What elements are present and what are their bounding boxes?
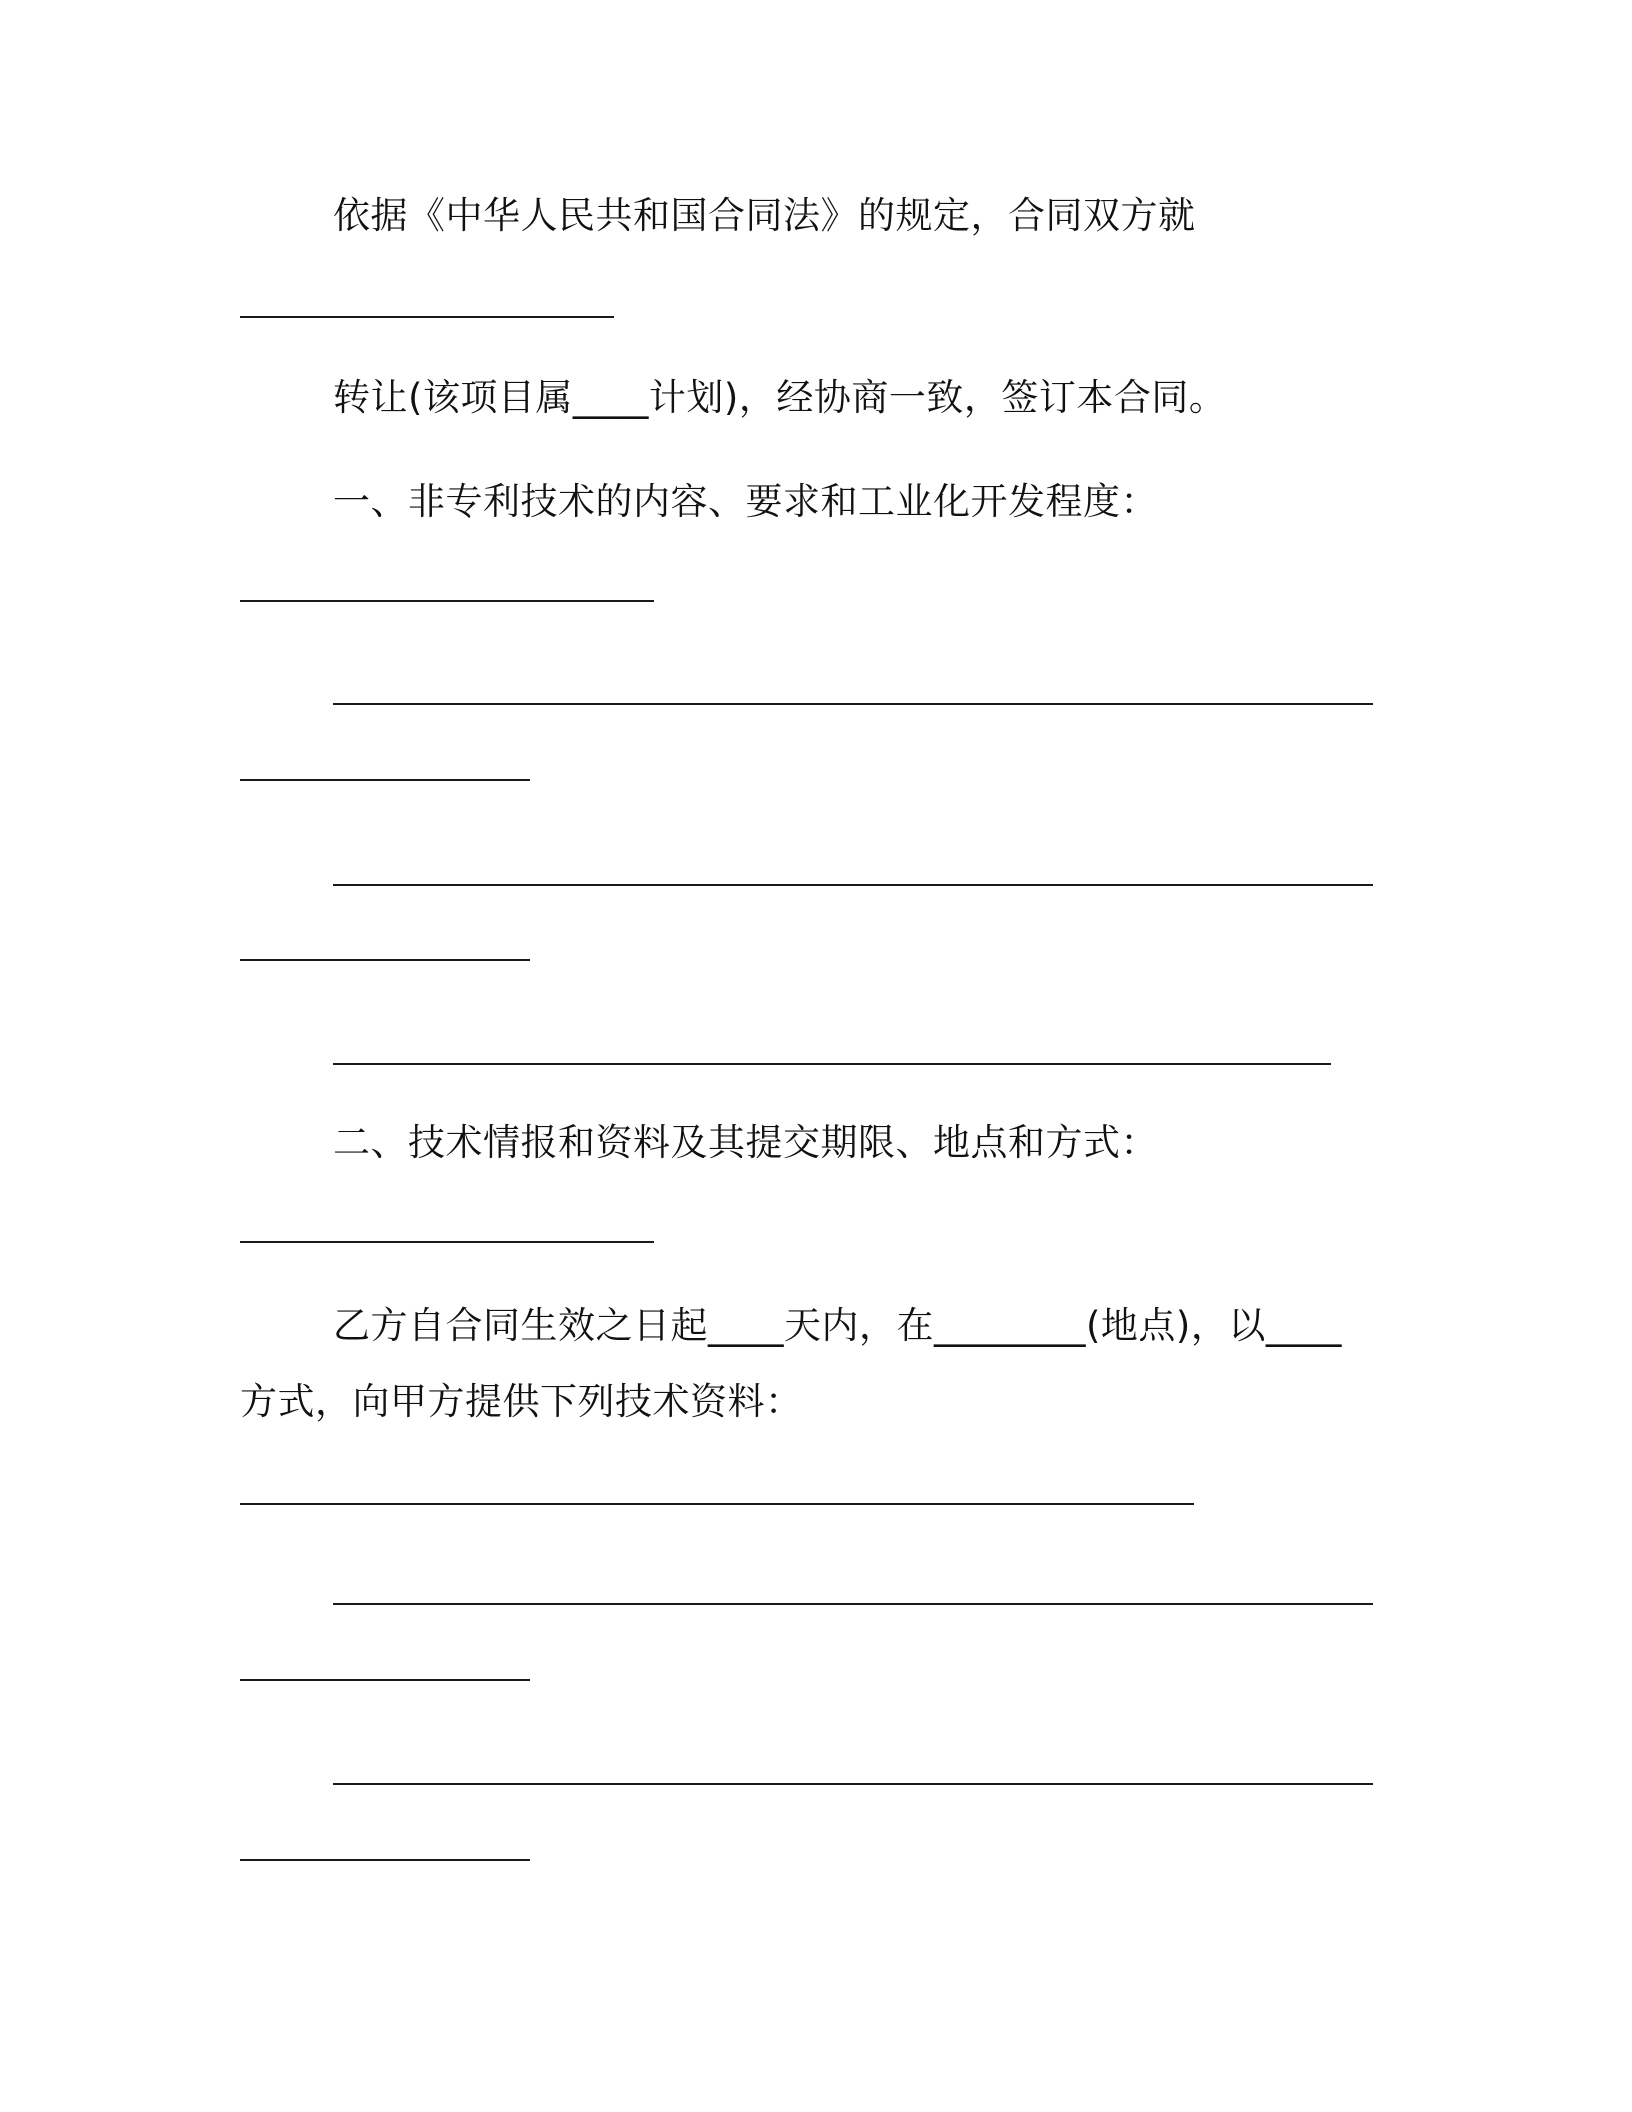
- blank-line: [333, 1603, 1373, 1605]
- blank-line: [240, 1241, 654, 1243]
- section-1-heading: 一、非专利技术的内容、要求和工业化开发程度：: [333, 480, 1158, 523]
- blank-line: [240, 1503, 1194, 1505]
- blank-line: [333, 884, 1373, 886]
- blank-line: [240, 1679, 530, 1681]
- intro-line-1: 依据《中华人民共和国合同法》的规定，合同双方就: [333, 194, 1196, 237]
- clause-line-1: 乙方自合同生效之日起____天内，在________(地点)，以____: [333, 1304, 1342, 1347]
- blank-line: [240, 1859, 530, 1861]
- intro-line-2: 转让(该项目属____计划)，经协商一致，签订本合同。: [333, 376, 1227, 419]
- blank-line: [240, 779, 530, 781]
- section-2-heading: 二、技术情报和资料及其提交期限、地点和方式：: [333, 1121, 1158, 1164]
- blank-line: [333, 703, 1373, 705]
- blank-line: [240, 600, 654, 602]
- blank-line: [240, 316, 614, 318]
- blank-line: [333, 1783, 1373, 1785]
- blank-line: [240, 959, 530, 961]
- clause-line-2: 方式，向甲方提供下列技术资料：: [240, 1380, 803, 1423]
- blank-line: [333, 1063, 1331, 1065]
